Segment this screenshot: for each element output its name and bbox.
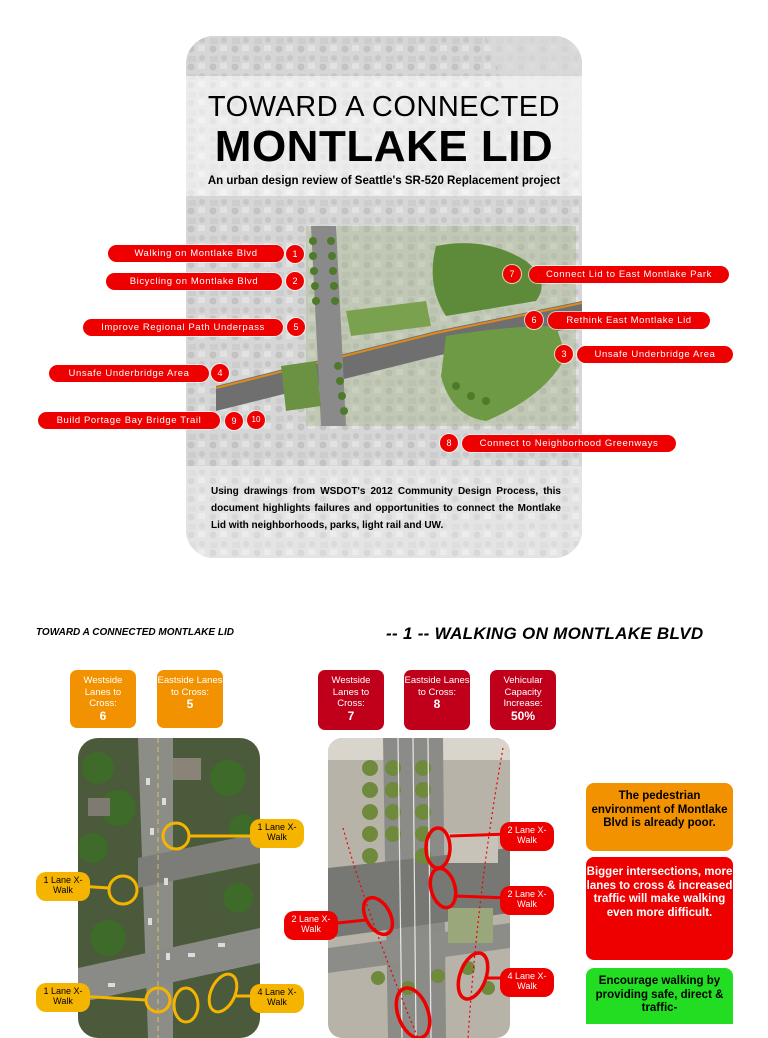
- callout-neighborhood-greenways: Connect to Neighborhood Greenways: [462, 435, 676, 452]
- proposed-plan-image: [328, 738, 510, 1038]
- callout-portage-bay-trail: Build Portage Bay Bridge Trail: [38, 412, 220, 429]
- stat-label: Eastside Lanes to Cross:: [404, 675, 470, 698]
- message-encourage-walking: Encourage walking by providing safe, direct & traffic-: [586, 968, 733, 1024]
- stat-label: Eastside Lanes to Cross:: [157, 675, 223, 698]
- callout-number: 4: [211, 364, 229, 382]
- proposed-crosswalk-label: 4 Lane X-Walk: [500, 968, 554, 997]
- message-bigger-intersections: Bigger intersections, more lanes to cross & increased traffic will make walking even more difficult.: [586, 857, 733, 960]
- callout-unsafe-underbridge-east: Unsafe Underbridge Area: [577, 346, 733, 363]
- callout-bicycling-montlake-blvd: Bicycling on Montlake Blvd: [106, 273, 282, 290]
- existing-crosswalk-label: 1 Lane X-Walk: [250, 819, 304, 848]
- callout-number: 9: [225, 412, 243, 430]
- existing-crosswalk-label: 4 Lane X-Walk: [250, 984, 304, 1013]
- cover-title-line2: MONTLAKE LID: [214, 122, 554, 171]
- callout-number: 6: [525, 311, 543, 329]
- proposed-crosswalk-label: 2 Lane X-Walk: [500, 822, 554, 851]
- stat-eastside-proposed: [404, 670, 470, 730]
- stat-value: 5: [186, 697, 194, 711]
- stat-capacity-increase: [490, 670, 556, 730]
- callout-number: 10: [247, 411, 265, 429]
- stat-westside-existing: [70, 670, 136, 728]
- callout-unsafe-underbridge-west: Unsafe Underbridge Area: [49, 365, 209, 382]
- existing-crosswalk-label: 1 Lane X-Walk: [36, 872, 90, 901]
- callout-number: 5: [287, 318, 305, 336]
- stat-label: Vehicular Capacity Increase:: [503, 675, 543, 709]
- cover-panel: [186, 36, 582, 558]
- proposed-crosswalk-label: 2 Lane X-Walk: [284, 911, 338, 940]
- running-header: TOWARD A CONNECTED MONTLAKE LID: [36, 627, 234, 638]
- stat-value: 7: [347, 708, 355, 723]
- existing-aerial-image: [78, 738, 260, 1038]
- callout-number: 8: [440, 434, 458, 452]
- cover-subtitle: An urban design review of Seattle's SR-520 Replacement project: [207, 175, 561, 187]
- callout-rethink-east-lid: Rethink East Montlake Lid: [548, 312, 710, 329]
- stat-label: Westside Lanes to Cross:: [331, 675, 371, 709]
- stat-eastside-existing: [157, 670, 223, 728]
- cover-description: Using drawings from WSDOT's 2012 Community Design Process, this document highlights failures and opportunities to connect the Montlake Lid with neighborhoods, parks, light rail and UW.: [211, 486, 561, 531]
- callout-number: 2: [286, 272, 304, 290]
- existing-crosswalk-label: 1 Lane X-Walk: [36, 983, 90, 1012]
- callout-regional-path-underpass: Improve Regional Path Underpass: [83, 319, 283, 336]
- existing-aerial-photo: [78, 738, 260, 1038]
- stat-label: Westside Lanes to Cross:: [83, 675, 123, 709]
- message-existing-poor: The pedestrian environment of Montlake Blvd is already poor.: [586, 783, 733, 851]
- callout-number: 7: [503, 265, 521, 283]
- stat-value: 50%: [510, 708, 536, 723]
- stat-value: 6: [99, 708, 107, 723]
- cover-title-line1: TOWARD A CONNECTED: [207, 91, 561, 123]
- proposed-crosswalk-label: 2 Lane X-Walk: [500, 886, 554, 915]
- callout-walking-montlake-blvd: Walking on Montlake Blvd: [108, 245, 284, 262]
- callout-number: 3: [555, 345, 573, 363]
- proposed-plan-drawing: [328, 738, 510, 1038]
- stat-westside-proposed: [318, 670, 384, 730]
- callout-connect-east-montlake-park: Connect Lid to East Montlake Park: [529, 266, 729, 283]
- callout-number: 1: [286, 245, 304, 263]
- section-title: -- 1 -- WALKING ON MONTLAKE BLVD: [386, 624, 704, 643]
- stat-value: 8: [433, 697, 441, 711]
